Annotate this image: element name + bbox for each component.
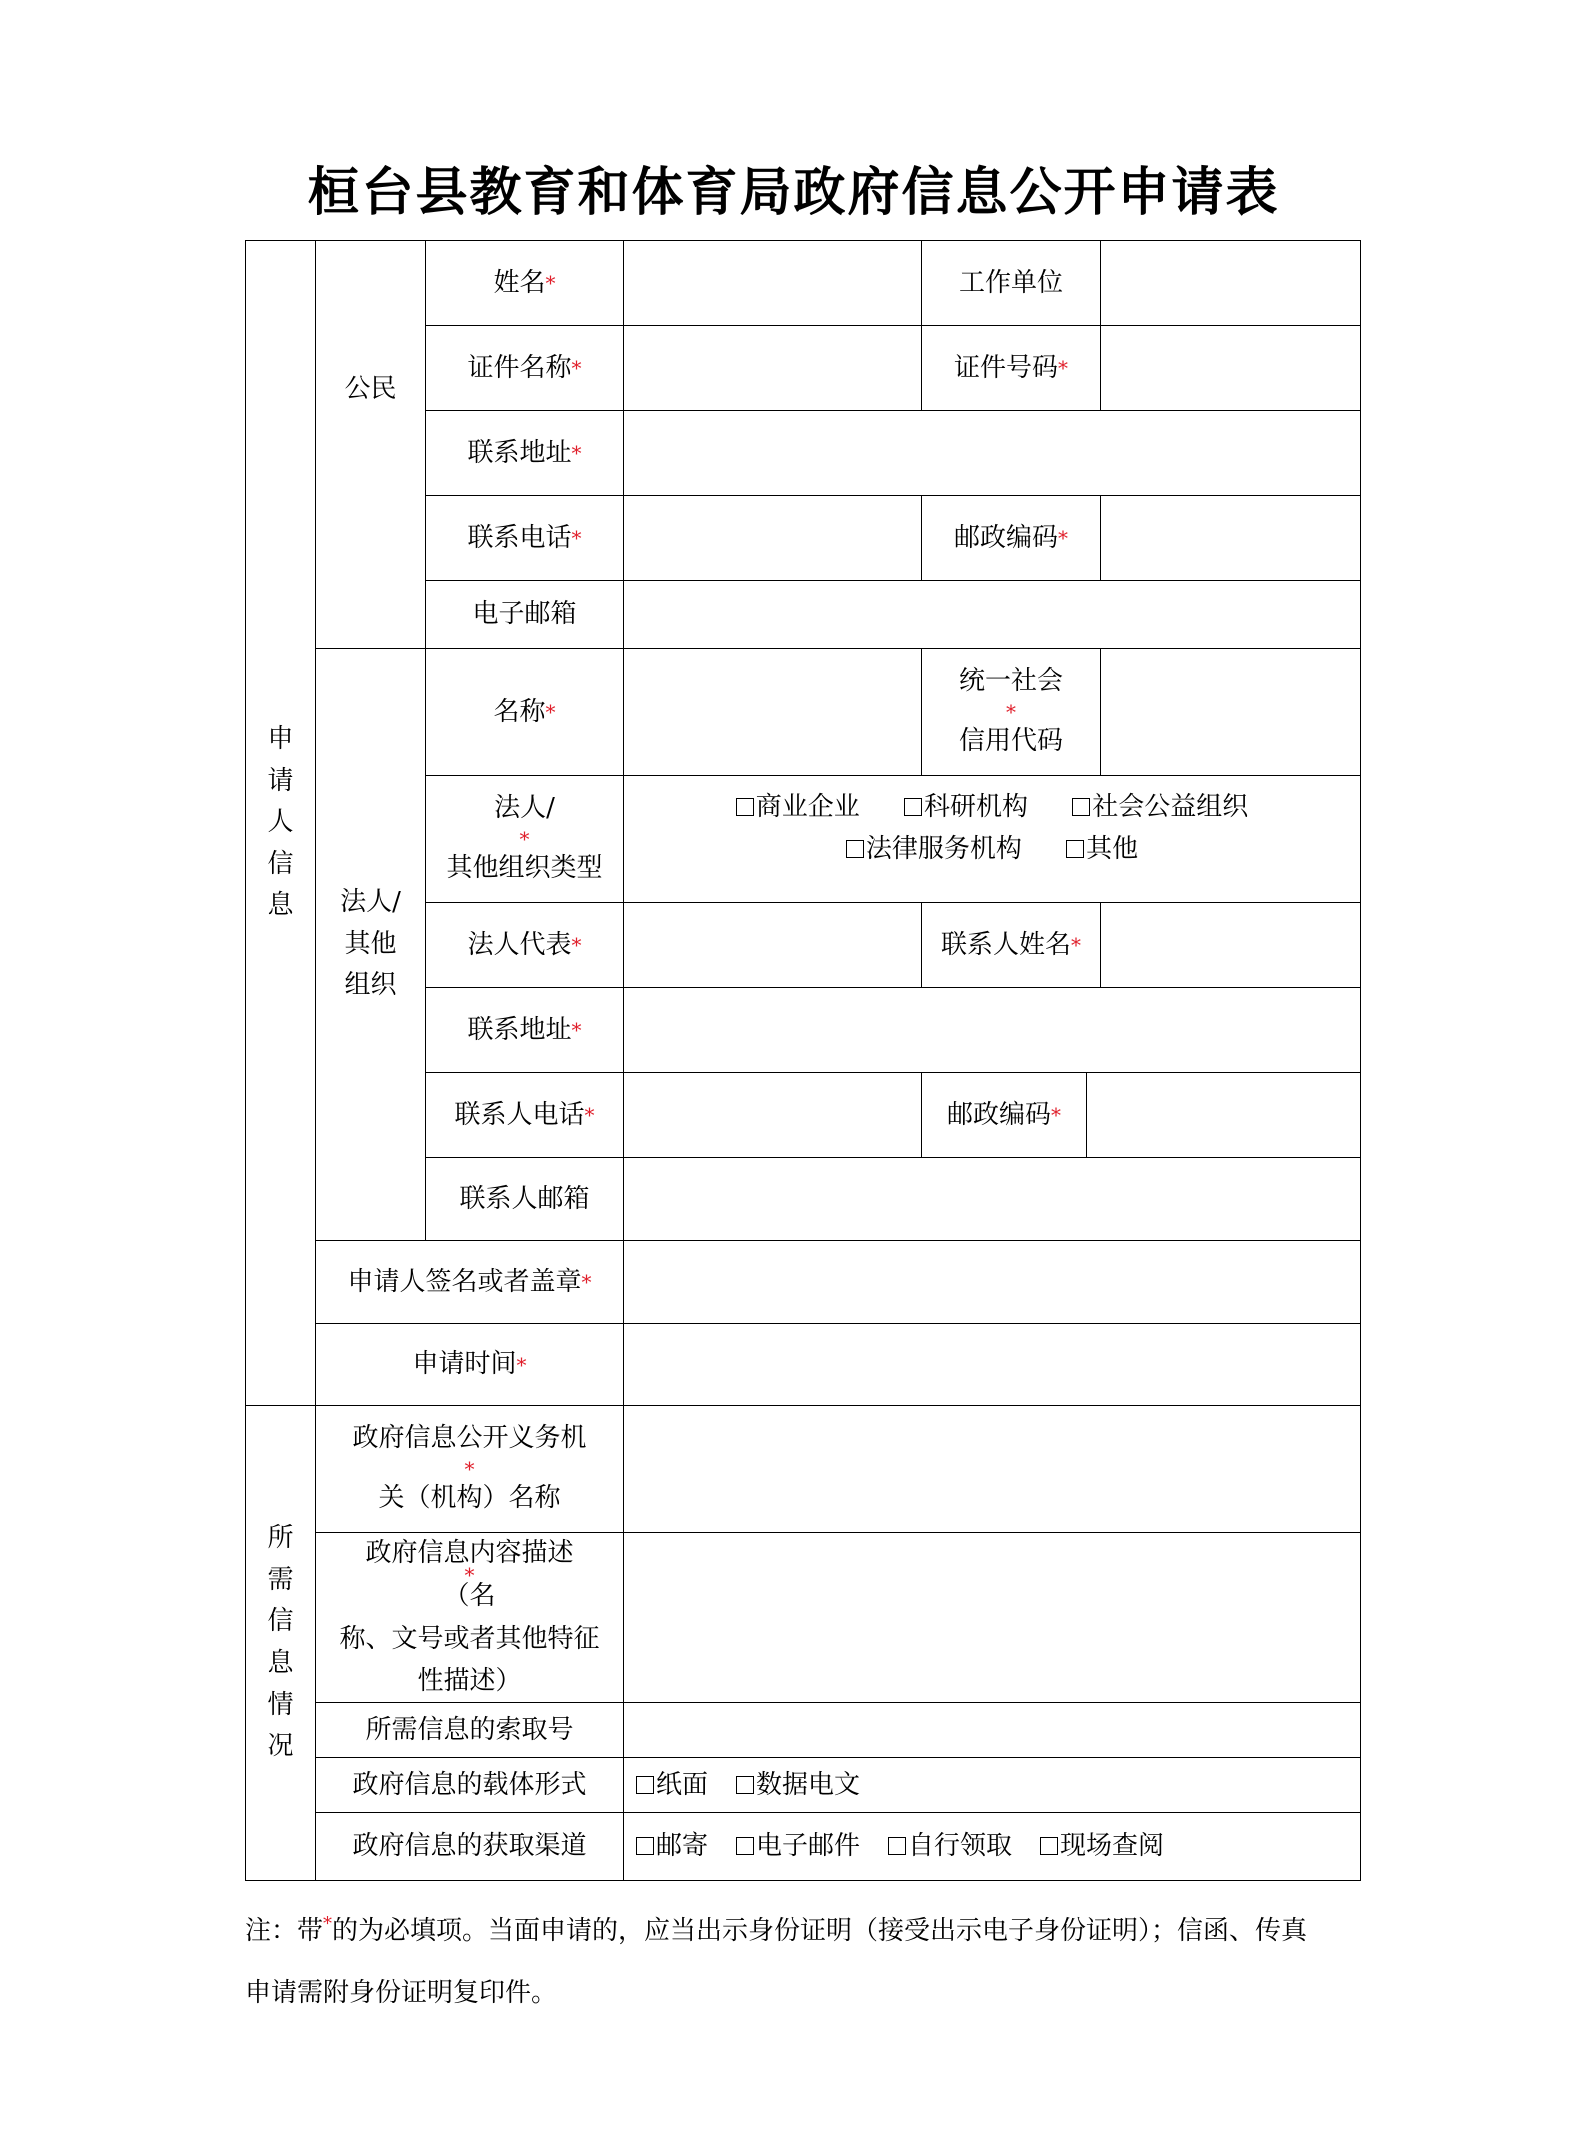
section-char: 请 — [267, 765, 294, 796]
checkbox[interactable] — [888, 1837, 906, 1855]
section-char: 所 — [267, 1523, 294, 1554]
checkbox[interactable] — [1072, 798, 1090, 816]
contact-name-field[interactable] — [1101, 903, 1361, 988]
section-char: 信 — [267, 1606, 294, 1637]
info-description-field[interactable] — [624, 1533, 1361, 1703]
application-form-table — [245, 240, 1361, 1881]
work-unit-field[interactable] — [1101, 241, 1361, 326]
citizen-name-field[interactable] — [624, 241, 922, 326]
section-char: 息 — [267, 890, 294, 921]
id-name-label: 证件名称 * — [426, 326, 624, 411]
note-line-1: 注：带*的为必填项。当面申请的，应当出示身份证明（接受出示电子身份证明）；信函、传真 — [245, 1913, 1308, 1946]
checkbox[interactable] — [846, 840, 864, 858]
note-line-2: 申请需附身份证明复印件。 — [245, 1978, 558, 2008]
carrier-form-options — [624, 1758, 1361, 1813]
required-star: * — [323, 1913, 333, 1935]
citizen-group-label: 公民 — [316, 241, 426, 649]
section-char: 人 — [267, 807, 294, 838]
option-public-welfare[interactable]: 社会公益组织 — [1072, 787, 1248, 829]
agency-name-field[interactable] — [624, 1406, 1361, 1533]
option-mail[interactable]: 邮寄 — [636, 1826, 708, 1866]
applicant-section-label — [246, 241, 316, 1406]
citizen-phone-field[interactable] — [624, 496, 922, 581]
channel-label: 政府信息的获取渠道 — [316, 1813, 624, 1881]
id-name-field[interactable] — [624, 326, 922, 411]
index-number-field[interactable] — [624, 1703, 1361, 1758]
contact-name-label: 联系人姓名 * — [922, 903, 1101, 988]
work-unit-label: 工作单位 — [922, 241, 1101, 326]
org-postcode-field[interactable] — [1087, 1073, 1361, 1158]
org-postcode-label: 邮政编码 * — [922, 1073, 1087, 1158]
section-char: 况 — [267, 1731, 294, 1762]
contact-email-label: 联系人邮箱 — [426, 1158, 624, 1241]
signature-label: 申请人签名或者盖章 * — [316, 1241, 624, 1324]
apply-time-field[interactable] — [624, 1324, 1361, 1406]
contact-email-field[interactable] — [624, 1158, 1361, 1241]
section-char: 息 — [267, 1648, 294, 1678]
option-email[interactable]: 电子邮件 — [736, 1826, 860, 1866]
org-address-label: 联系地址 * — [426, 988, 624, 1073]
option-self-pickup[interactable]: 自行领取 — [888, 1826, 1012, 1866]
option-legal-services[interactable]: 法律服务机构 — [846, 829, 1022, 871]
signature-field[interactable] — [624, 1241, 1361, 1324]
contact-phone-label: 联系人电话 * — [426, 1073, 624, 1158]
credit-code-field[interactable] — [1101, 649, 1361, 776]
option-other[interactable]: 其他 — [1066, 829, 1138, 871]
index-number-label: 所需信息的索取号 — [316, 1703, 624, 1758]
org-type-options-row — [828, 829, 1156, 871]
checkbox[interactable] — [1066, 840, 1084, 858]
option-electronic-data[interactable]: 数据电文 — [736, 1765, 860, 1805]
org-type-label: 法人/ * 其他组织类型 — [426, 776, 624, 903]
citizen-email-label: 电子邮箱 — [426, 581, 624, 649]
section-char: 情 — [267, 1689, 294, 1720]
checkbox[interactable] — [904, 798, 922, 816]
checkbox[interactable] — [736, 798, 754, 816]
checkbox[interactable] — [636, 1837, 654, 1855]
citizen-postcode-label: 邮政编码 * — [922, 496, 1101, 581]
agency-name-label: 政府信息公开义务机 * 关（机构）名称 — [316, 1406, 624, 1533]
contact-phone-field[interactable] — [624, 1073, 922, 1158]
info-section-label — [246, 1406, 316, 1881]
option-paper[interactable]: 纸面 — [636, 1765, 708, 1805]
legal-rep-label: 法人代表 * — [426, 903, 624, 988]
citizen-email-field[interactable] — [624, 581, 1361, 649]
checkbox[interactable] — [736, 1837, 754, 1855]
citizen-postcode-field[interactable] — [1101, 496, 1361, 581]
legal-rep-field[interactable] — [624, 903, 922, 988]
id-number-label: 证件号码 * — [922, 326, 1101, 411]
section-char: 信 — [267, 848, 294, 879]
form-title: 桓台县教育和体育局政府信息公开申请表 — [307, 162, 1280, 223]
org-name-label: 名称 * — [426, 649, 624, 776]
channel-options — [624, 1813, 1361, 1881]
citizen-address-label: 联系地址 * — [426, 411, 624, 496]
checkbox[interactable] — [1040, 1837, 1058, 1855]
info-description-label: 政府信息内容描述 * （名 称、文号或者其他特征 性描述） — [316, 1533, 624, 1703]
id-number-field[interactable] — [1101, 326, 1361, 411]
option-research[interactable]: 科研机构 — [904, 787, 1028, 829]
checkbox[interactable] — [636, 1776, 654, 1794]
section-char: 需 — [267, 1564, 294, 1595]
form-note — [245, 1900, 1360, 2024]
citizen-address-field[interactable] — [624, 411, 1361, 496]
section-char: 申 — [267, 724, 294, 755]
carrier-form-label: 政府信息的载体形式 — [316, 1758, 624, 1813]
apply-time-label: 申请时间 * — [316, 1324, 624, 1406]
credit-code-label: 统一社会 * 信用代码 — [922, 649, 1101, 776]
org-address-field[interactable] — [624, 988, 1361, 1073]
org-type-options-row — [718, 787, 1267, 829]
citizen-phone-label: 联系电话 * — [426, 496, 624, 581]
option-commercial[interactable]: 商业企业 — [736, 787, 860, 829]
citizen-name-label: 姓名 * — [426, 241, 624, 326]
option-on-site[interactable]: 现场查阅 — [1040, 1826, 1164, 1866]
org-group-label: 法人/ 其他 组织 — [316, 649, 426, 1241]
checkbox[interactable] — [736, 1776, 754, 1794]
org-name-field[interactable] — [624, 649, 922, 776]
org-type-options — [624, 776, 1361, 903]
